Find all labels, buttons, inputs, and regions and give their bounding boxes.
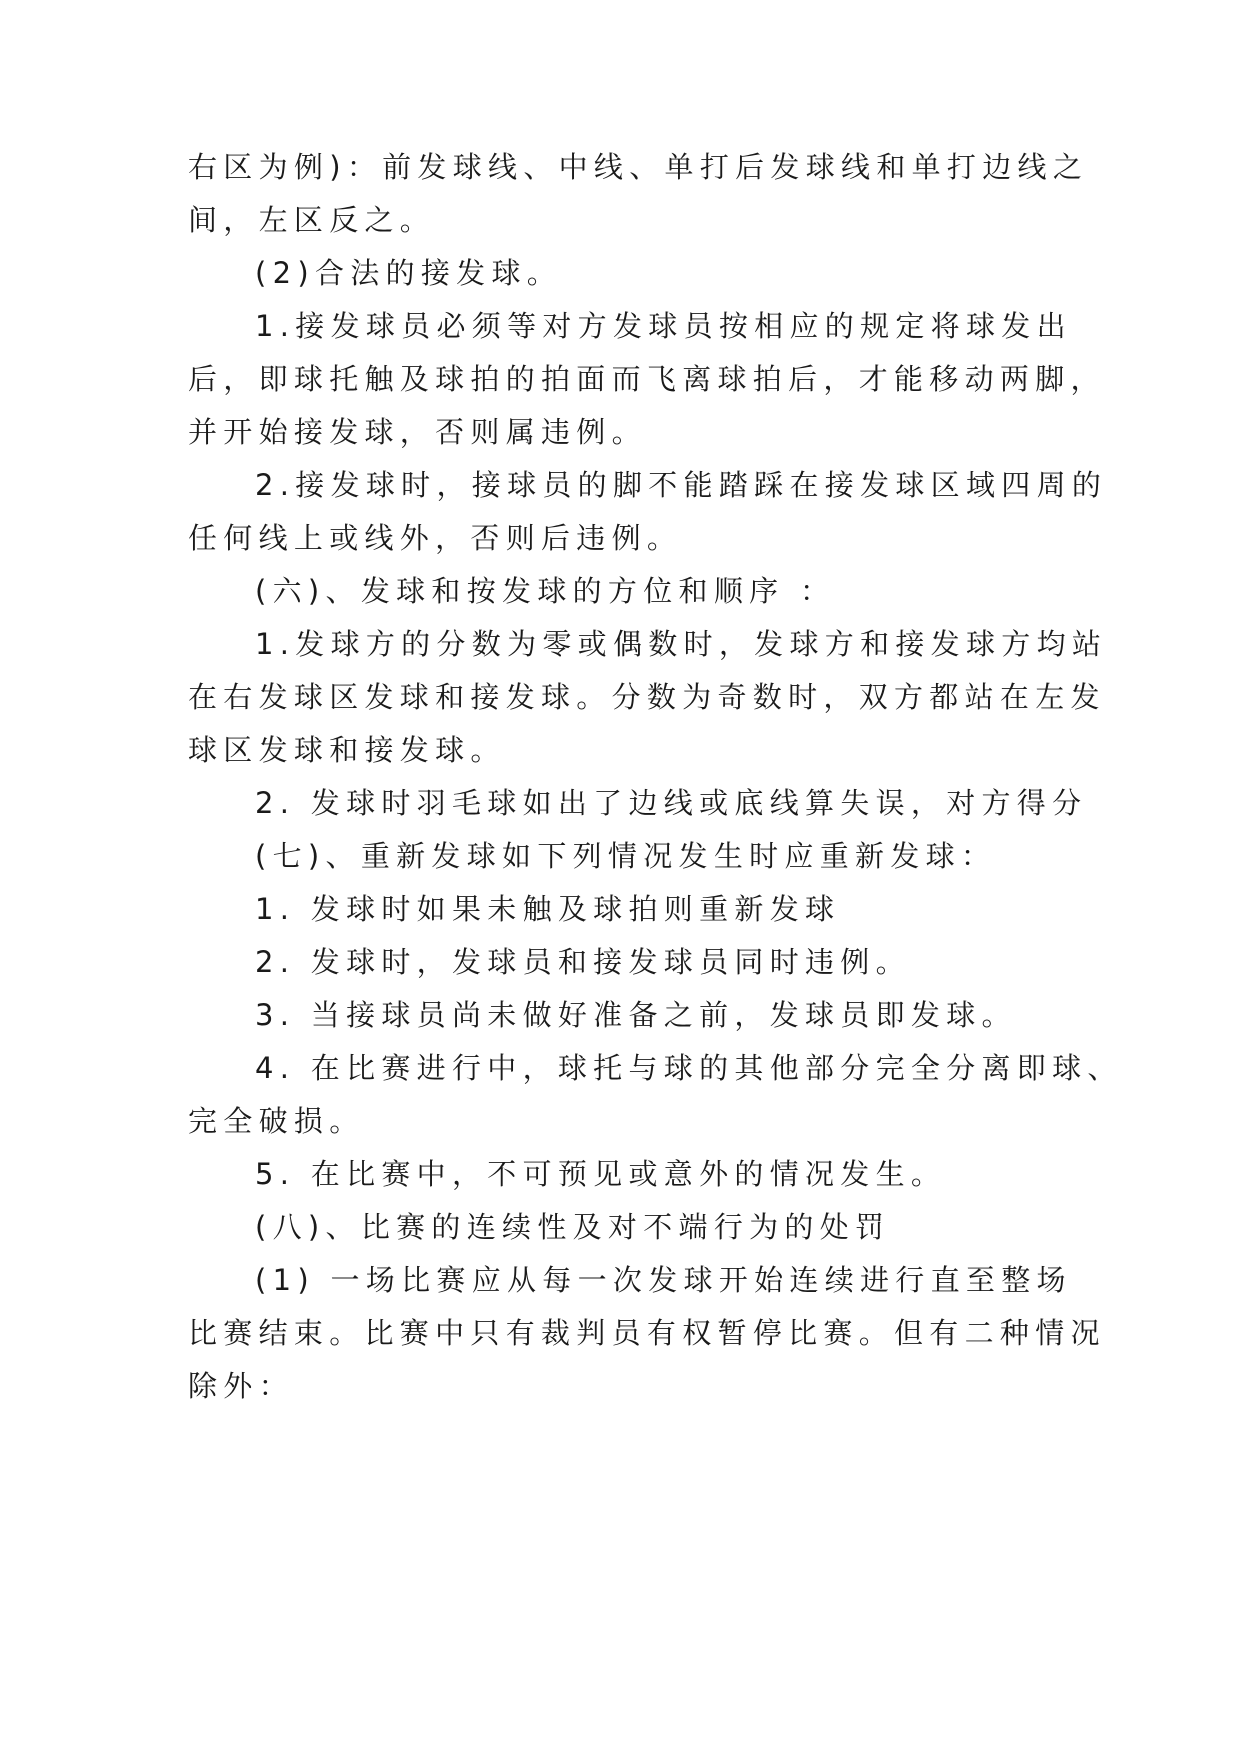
text-line: 4. 在比赛进行中，球托与球的其他部分完全分离即球、 [255,1051,1123,1085]
text-line: 1.发球方的分数为零或偶数时，发球方和接发球方均站 [255,627,1108,661]
text-line: 2. 发球时，发球员和接发球员同时违例。 [255,945,911,979]
text-line: 右区为例)：前发球线、中线、单打后发球线和单打边线之 [188,150,1089,184]
text-line: 除外： [188,1369,294,1403]
text-line: 任何线上或线外，否则后违例。 [188,521,683,555]
text-line: 在右发球区发球和接发球。分数为奇数时，双方都站在左发 [188,680,1106,714]
text-line: 间，左区反之。 [188,203,436,237]
text-line: 比赛结束。比赛中只有裁判员有权暂停比赛。但有二种情况 [188,1316,1106,1350]
text-line: 3. 当接球员尚未做好准备之前，发球员即发球。 [255,998,1017,1032]
text-line: 并开始接发球，否则属违例。 [188,415,647,449]
text-line: (八)、比赛的连续性及对不端行为的处罚 [255,1210,891,1244]
text-line: 1.接发球员必须等对方发球员按相应的规定将球发出 [255,309,1072,343]
text-line: 2.接发球时，接球员的脚不能踏踩在接发球区域四周的 [255,468,1108,502]
text-line: (2)合法的接发球。 [255,256,563,290]
text-line: 1. 发球时如果未触及球拍则重新发球 [255,892,841,926]
text-line: 2. 发球时羽毛球如出了边线或底线算失误，对方得分 [255,786,1088,820]
text-line: (六)、发球和按发球的方位和顺序 ： [255,574,836,608]
text-line: (1) 一场比赛应从每一次发球开始连续进行直至整场 [255,1263,1072,1297]
text-line: 完全破损。 [188,1104,365,1138]
text-line: 后，即球托触及球拍的拍面而飞离球拍后，才能移动两脚， [188,362,1106,396]
text-line: 5. 在比赛中，不可预见或意外的情况发生。 [255,1157,947,1191]
text-line: 球区发球和接发球。 [188,733,506,767]
text-line: (七)、重新发球如下列情况发生时应重新发球： [255,839,997,873]
